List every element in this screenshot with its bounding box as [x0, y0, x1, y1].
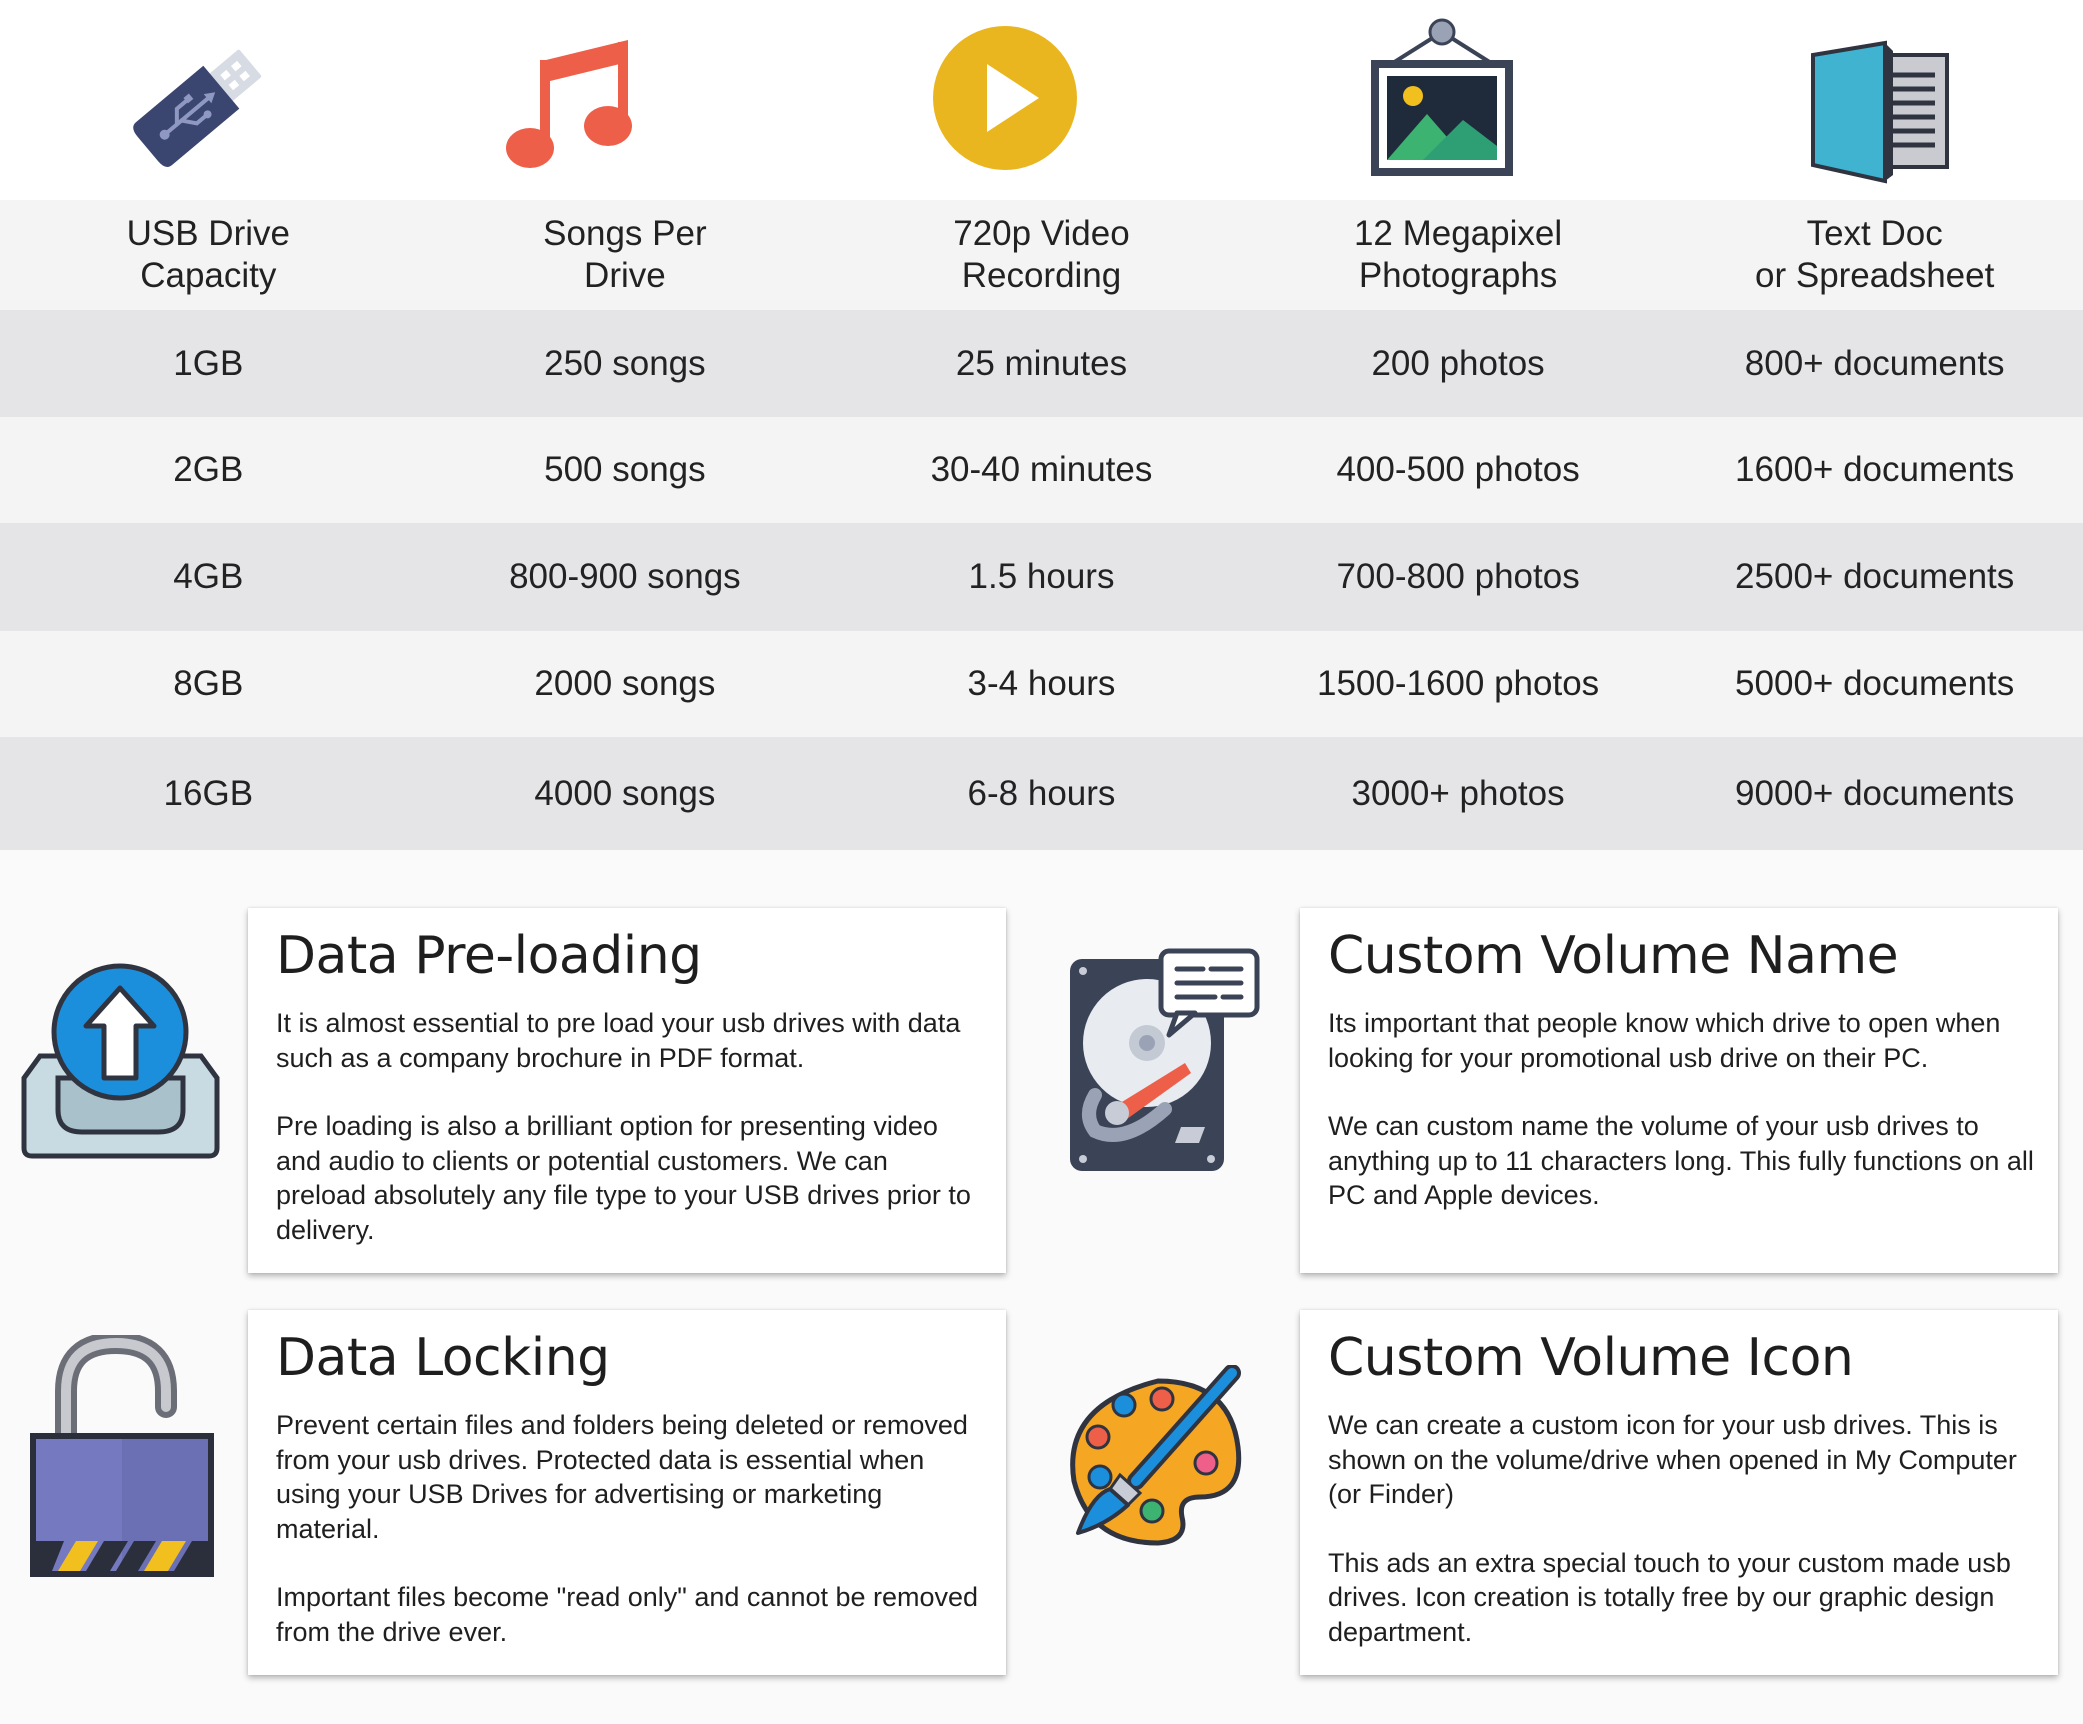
feature-paragraph: We can create a custom icon for your usb drives. This is shown on the volume/drive when opened in My Computer (or Finder)	[1328, 1410, 2017, 1509]
paint-palette-icon	[1062, 1365, 1252, 1560]
feature-card-custom-volume-icon	[1300, 1310, 2058, 1675]
header-songs: Songs Per Drive	[543, 214, 707, 295]
table-cell: 4GB	[173, 557, 244, 596]
table-cell: 30-40 minutes	[930, 450, 1153, 489]
table-row	[0, 310, 2083, 417]
table-cell: 1GB	[173, 343, 244, 383]
table-cell: 1600+ documents	[1735, 450, 2015, 489]
document-icon	[1660, 0, 2083, 200]
feature-paragraph: Important files become "read only" and cannot be removed from the drive ever.	[276, 1582, 979, 1647]
table-icon-row	[0, 0, 2083, 200]
table-cell: 3000+ photos	[1351, 773, 1565, 813]
upload-tray-icon	[18, 960, 223, 1165]
table-cell: 4000 songs	[534, 773, 716, 813]
feature-title: Data Pre-loading	[276, 926, 702, 986]
table-cell: 25 minutes	[955, 343, 1128, 383]
table-cell: 1500-1600 photos	[1316, 664, 1600, 703]
table-cell: 800-900 songs	[509, 557, 741, 596]
feature-card-data-locking	[248, 1310, 1006, 1675]
header-video: 720p Video Recording	[953, 214, 1130, 295]
framed-picture-icon	[1224, 0, 1660, 200]
table-cell: 500 songs	[544, 450, 706, 489]
capacity-table	[0, 200, 2083, 850]
feature-title: Custom Volume Name	[1328, 926, 1899, 986]
table-cell: 16GB	[163, 773, 254, 813]
table-header-row	[0, 200, 2083, 310]
table-cell: 200 photos	[1371, 343, 1545, 383]
table-cell: 2500+ documents	[1735, 557, 2015, 596]
table-cell: 8GB	[173, 664, 244, 703]
feature-title: Data Locking	[276, 1328, 610, 1388]
feature-title: Custom Volume Icon	[1328, 1328, 1854, 1388]
table-row	[0, 417, 2083, 523]
table-cell: 800+ documents	[1744, 343, 2005, 383]
table-cell: 1.5 hours	[968, 557, 1115, 596]
table-row	[0, 737, 2083, 850]
header-capacity: USB Drive Capacity	[126, 214, 290, 295]
table-cell: 3-4 hours	[967, 664, 1116, 703]
table-cell: 5000+ documents	[1735, 664, 2015, 703]
feature-paragraph: Its important that people know which drive to open when looking for your promotional usb drive on their PC.	[1328, 1008, 2001, 1073]
table-cell: 6-8 hours	[967, 773, 1116, 813]
play-button-icon	[787, 0, 1223, 200]
hard-drive-icon	[1065, 945, 1265, 1180]
table-cell: 250 songs	[544, 343, 706, 383]
feature-paragraph: Pre loading is also a brilliant option for presenting video and audio to clients or potential customers. We can preload absolutely any file type to your USB drives prior to delivery.	[276, 1111, 971, 1245]
unlocked-padlock-icon	[24, 1335, 224, 1590]
feature-paragraph: Prevent certain files and folders being deleted or removed from your usb drives. Protected data is essential when using your USB Drives for advertising or marketing material.	[276, 1410, 968, 1544]
table-row	[0, 523, 2083, 631]
table-cell: 700-800 photos	[1336, 557, 1580, 596]
feature-card-custom-volume-name	[1300, 908, 2058, 1273]
feature-card-data-preloading	[248, 908, 1006, 1273]
feature-paragraph: This ads an extra special touch to your custom made usb drives. Icon creation is totally free by our graphic design department.	[1328, 1547, 2011, 1647]
table-row	[0, 631, 2083, 737]
header-photos: 12 Megapixel Photographs	[1353, 214, 1563, 295]
table-cell: 2GB	[173, 450, 244, 489]
table-cell: 2000 songs	[534, 664, 716, 703]
header-documents: Text Doc or Spreadsheet	[1755, 214, 1995, 295]
table-cell: 9000+ documents	[1735, 773, 2015, 813]
music-note-icon	[350, 0, 786, 200]
feature-paragraph: It is almost essential to pre load your usb drives with data such as a company brochure in PDF format.	[276, 1008, 961, 1073]
table-cell: 400-500 photos	[1336, 450, 1580, 489]
feature-paragraph: We can custom name the volume of your usb drives to anything up to 11 characters long. This fully functions on all PC and Apple devices.	[1328, 1111, 2034, 1210]
